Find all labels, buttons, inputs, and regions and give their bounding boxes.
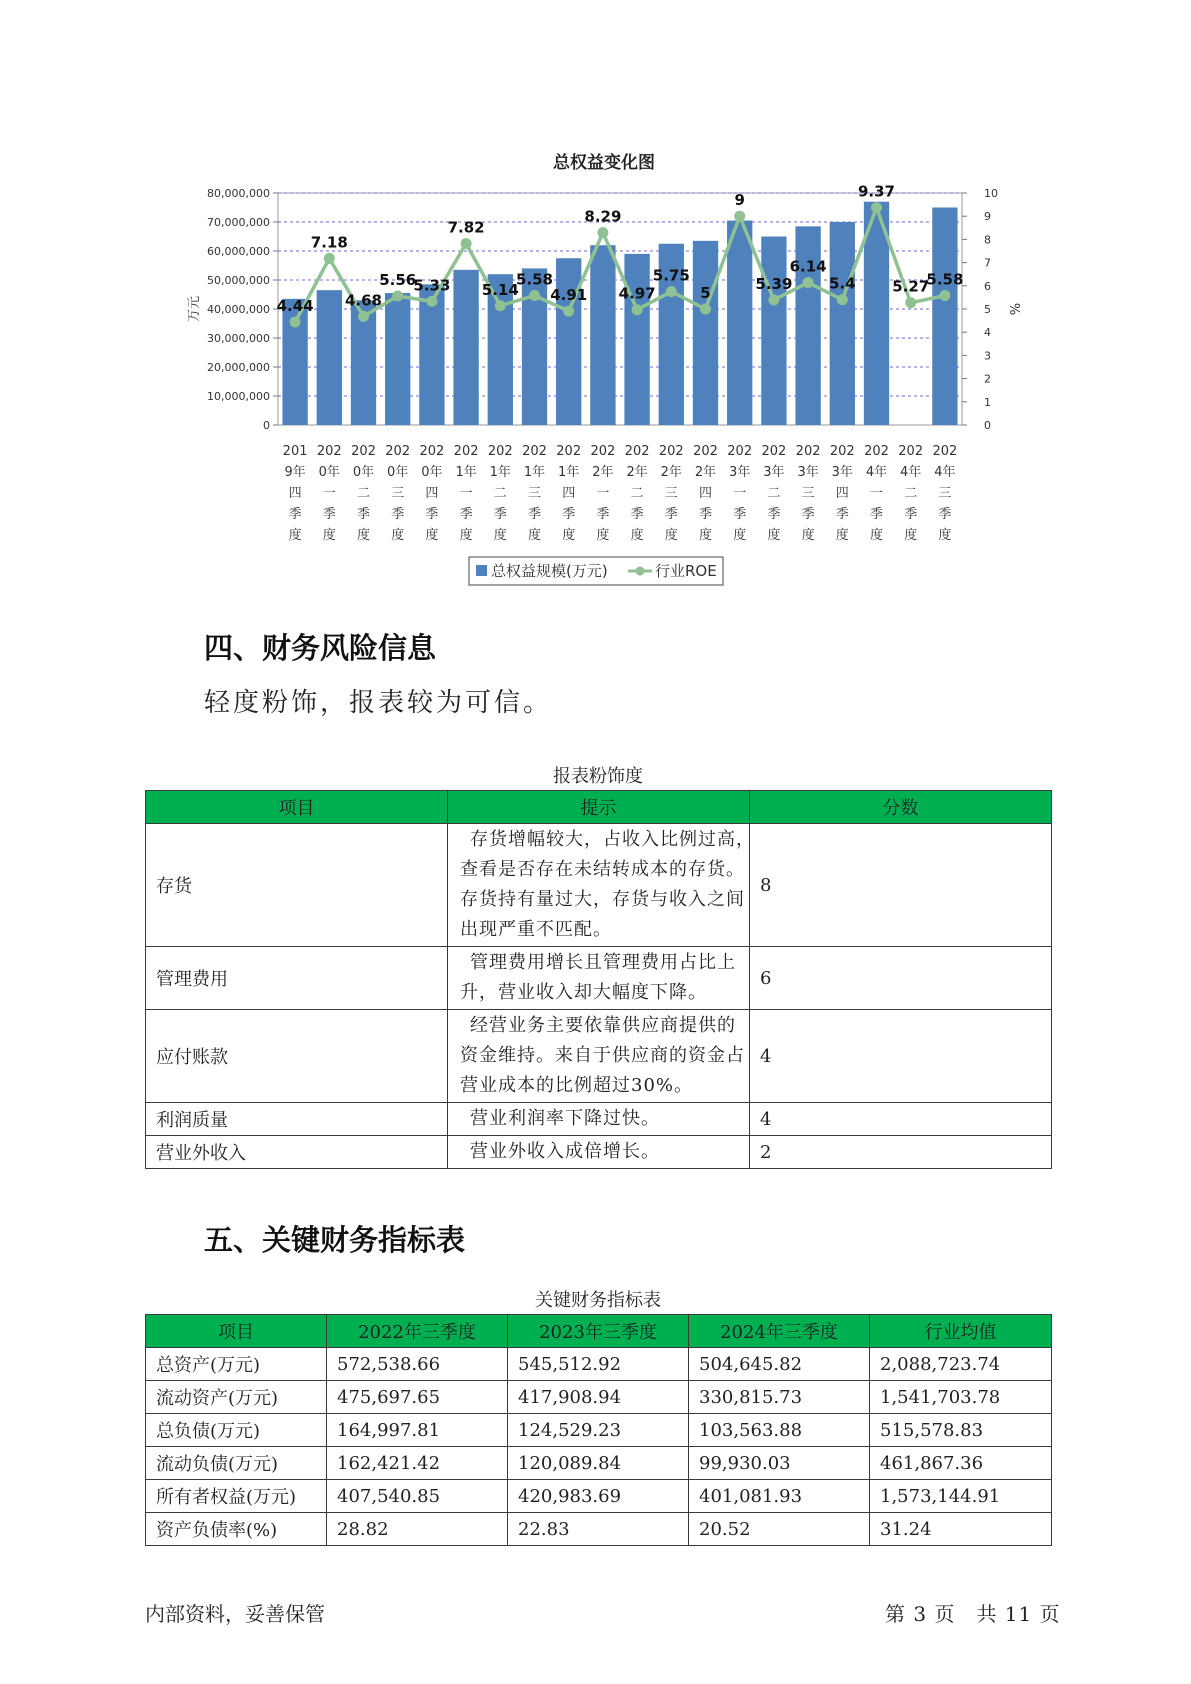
roe-data-label: 5.56 [379, 271, 417, 290]
equity-chart-svg [0, 0, 1191, 600]
footer-page-number: 第 3 页 共 11 页 [885, 1602, 1061, 1626]
x-tick-label: 4年 [934, 465, 956, 480]
roe-data-label: 4.97 [618, 284, 656, 303]
x-tick-label: 季 [801, 507, 815, 522]
y2-tick-label: 9 [984, 210, 991, 224]
x-tick-label: 202 [658, 444, 684, 459]
x-tick-label: 202 [693, 444, 718, 459]
x-tick-label: 度 [733, 528, 747, 543]
roe-point [529, 290, 540, 301]
risk-table [145, 790, 1052, 1169]
y2-tick-label: 8 [984, 233, 991, 247]
risk-score-cell: 2 [750, 1136, 1052, 1169]
bar [727, 221, 752, 425]
kpi-table-row [146, 1348, 1052, 1381]
kpi-table-body [146, 1348, 1052, 1546]
x-tick-label: 度 [630, 528, 644, 543]
x-tick-label: 四 [425, 486, 439, 501]
section-heading-risk: 四、财务风险信息 [204, 631, 437, 665]
risk-header-hint: 提示 [448, 791, 750, 824]
legend-line-marker [636, 567, 645, 576]
x-tick-label: 3年 [729, 465, 751, 480]
kpi-value-cell: 31.24 [870, 1513, 1052, 1546]
roe-data-label: 5.39 [755, 274, 793, 293]
x-tick-label: 季 [835, 507, 849, 522]
x-tick-label: 三 [938, 486, 952, 501]
risk-hint-line: 资金维持。来自于供应商的资金占 [460, 1045, 745, 1066]
kpi-value-cell: 99,930.03 [689, 1447, 870, 1480]
kpi-item-cell: 总负债(万元) [146, 1414, 327, 1447]
x-tick-label: 202 [829, 444, 855, 459]
x-tick-label: 季 [562, 507, 576, 522]
roe-data-label: 5.33 [413, 276, 451, 295]
bar [761, 237, 786, 426]
x-tick-label: 度 [322, 528, 336, 543]
bar [693, 241, 718, 425]
y2-tick-label: 3 [984, 349, 991, 363]
kpi-value-cell: 124,529.23 [508, 1414, 689, 1447]
y2-tick-label: 1 [984, 395, 991, 409]
x-tick-label: 1年 [455, 465, 477, 480]
x-tick-label: 季 [527, 507, 542, 522]
roe-point [632, 304, 643, 315]
roe-point [837, 294, 848, 305]
x-tick-label: 0年 [387, 465, 409, 480]
x-tick-label: 202 [624, 444, 650, 459]
x-tick-label: 二 [904, 486, 918, 501]
x-tick-label: 1年 [558, 465, 580, 480]
x-tick-label: 季 [664, 507, 678, 522]
legend-bar-swatch [476, 565, 487, 576]
x-tick-label: 季 [322, 507, 336, 522]
roe-data-label: 4.44 [276, 296, 314, 315]
risk-hint-line: 经营业务主要依靠供应商提供的 [470, 1015, 736, 1036]
bar [590, 245, 615, 425]
y2-axis-label: % [1006, 302, 1021, 316]
x-tick-label: 度 [459, 528, 473, 543]
risk-hint-line: 营业成本的比例超过30%。 [460, 1075, 694, 1096]
x-tick-label: 季 [630, 507, 644, 522]
x-tick-label: 三 [391, 486, 405, 501]
y-tick-label: 70,000,000 [207, 216, 270, 229]
footer-confidential-note: 内部资料，妥善保管 [145, 1602, 325, 1626]
x-tick-label: 1年 [523, 465, 546, 480]
x-tick-label: 季 [459, 507, 473, 522]
roe-data-label: 7.82 [447, 218, 485, 237]
x-tick-label: 202 [727, 444, 753, 459]
y2-tick-label: 4 [984, 326, 991, 340]
x-tick-label: 度 [869, 528, 884, 543]
risk-hint-line: 出现严重不匹配。 [460, 919, 612, 940]
kpi-value-cell: 401,081.93 [689, 1480, 870, 1513]
x-tick-label: 季 [904, 507, 918, 522]
x-tick-label: 季 [493, 507, 507, 522]
x-tick-label: 一 [869, 486, 884, 501]
x-tick-label: 季 [391, 507, 405, 522]
kpi-value-cell: 420,983.69 [508, 1480, 689, 1513]
bar [932, 208, 957, 426]
x-tick-label: 一 [733, 486, 747, 501]
roe-data-label: 5.58 [926, 270, 964, 289]
risk-table-header-row [146, 791, 1052, 824]
section-heading-kpi: 五、关键财务指标表 [204, 1223, 466, 1257]
kpi-value-cell: 120,089.84 [508, 1447, 689, 1480]
x-tick-label: 度 [835, 528, 849, 543]
x-tick-label: 四 [698, 486, 713, 501]
equity-chart [0, 0, 1191, 600]
x-tick-label: 4年 [900, 465, 922, 480]
kpi-table-caption: 关键财务指标表 [535, 1290, 661, 1311]
kpi-value-cell: 417,908.94 [508, 1381, 689, 1414]
kpi-value-cell: 330,815.73 [689, 1381, 870, 1414]
risk-hint-line: 管理费用增长且管理费用占比上 [470, 952, 736, 973]
kpi-header-industry-avg: 行业均值 [870, 1315, 1052, 1348]
risk-hint-line: 营业利润率下降过快。 [470, 1108, 660, 1129]
kpi-table-row [146, 1447, 1052, 1480]
kpi-value-cell: 461,867.36 [870, 1447, 1052, 1480]
bar [453, 270, 478, 425]
x-tick-label: 度 [356, 528, 371, 543]
roe-data-label: 5.27 [892, 277, 930, 296]
roe-data-label: 4.91 [550, 286, 588, 305]
kpi-value-cell: 1,573,144.91 [870, 1480, 1052, 1513]
x-tick-label: 202 [864, 444, 889, 459]
x-tick-label: 二 [630, 486, 644, 501]
roe-point [700, 304, 711, 315]
y-tick-label: 10,000,000 [207, 390, 270, 403]
x-tick-label: 0年 [318, 465, 340, 480]
kpi-value-cell: 515,578.83 [870, 1414, 1052, 1447]
risk-header-score: 分数 [750, 791, 1052, 824]
x-tick-label: 3年 [763, 465, 785, 480]
risk-table-row [146, 1103, 1052, 1136]
x-tick-label: 季 [767, 507, 781, 522]
roe-data-label: 5.4 [829, 274, 856, 293]
x-tick-label: 3年 [797, 465, 819, 480]
kpi-item-cell: 流动负债(万元) [146, 1447, 327, 1480]
x-tick-label: 度 [698, 528, 713, 543]
y-tick-label: 80,000,000 [207, 187, 270, 200]
x-tick-label: 季 [288, 507, 302, 522]
x-tick-label: 季 [356, 507, 371, 522]
risk-table-row [146, 824, 1052, 947]
roe-data-label: 6.14 [789, 257, 827, 276]
y-tick-label: 0 [263, 419, 270, 432]
x-tick-label: 二 [356, 486, 371, 501]
y2-tick-label: 6 [984, 279, 991, 293]
x-tick-label: 度 [938, 528, 952, 543]
x-tick-label: 三 [664, 486, 678, 501]
kpi-value-cell: 162,421.42 [327, 1447, 508, 1480]
roe-data-label: 7.18 [310, 233, 348, 252]
x-tick-label: 202 [351, 444, 376, 459]
x-tick-label: 202 [419, 444, 445, 459]
kpi-header-2022q3: 2022年三季度 [327, 1315, 508, 1348]
risk-table-row [146, 1136, 1052, 1169]
roe-data-label: 5.58 [515, 270, 554, 289]
risk-table-body [146, 824, 1052, 1169]
x-tick-label: 202 [898, 444, 924, 459]
risk-score-cell: 4 [750, 1010, 1052, 1103]
x-tick-label: 度 [904, 528, 918, 543]
bar [624, 254, 649, 425]
y-axis-label: 万元 [187, 295, 202, 323]
x-tick-label: 201 [282, 444, 308, 459]
risk-hint-cell [448, 947, 750, 1010]
roe-point [358, 311, 369, 322]
x-tick-label: 1年 [489, 465, 511, 480]
roe-data-label: 9 [734, 191, 745, 210]
x-tick-label: 季 [869, 507, 884, 522]
x-tick-label: 四 [562, 486, 576, 501]
kpi-value-cell: 2,088,723.74 [870, 1348, 1052, 1381]
roe-point [803, 277, 814, 288]
risk-item-cell: 管理费用 [146, 947, 448, 1010]
x-tick-label: 度 [596, 528, 610, 543]
kpi-table-row [146, 1480, 1052, 1513]
x-tick-label: 季 [596, 507, 610, 522]
kpi-header-item: 项目 [146, 1315, 327, 1348]
x-tick-label: 二 [493, 486, 507, 501]
kpi-value-cell: 28.82 [327, 1513, 508, 1546]
x-tick-label: 四 [288, 486, 302, 501]
risk-hint-cell [448, 1010, 750, 1103]
kpi-value-cell: 164,997.81 [327, 1414, 508, 1447]
kpi-table-row [146, 1381, 1052, 1414]
x-tick-label: 202 [556, 444, 582, 459]
risk-hint-line: 升，营业收入却大幅度下降。 [460, 982, 707, 1003]
chart-title: 总权益变化图 [553, 153, 655, 173]
x-tick-label: 0年 [352, 465, 375, 480]
bar [795, 226, 820, 425]
y2-tick-label: 2 [984, 372, 991, 386]
risk-hint-line: 营业外收入成倍增长。 [470, 1141, 660, 1162]
roe-data-label: 8.29 [584, 207, 622, 226]
x-tick-label: 3年 [831, 465, 853, 480]
x-tick-label: 2年 [626, 465, 648, 480]
kpi-value-cell: 22.83 [508, 1513, 689, 1546]
y-tick-label: 60,000,000 [207, 245, 270, 258]
x-tick-label: 一 [596, 486, 610, 501]
legend-line-label: 行业ROE [655, 562, 717, 580]
x-tick-label: 度 [562, 528, 576, 543]
x-tick-label: 202 [761, 444, 787, 459]
risk-score-cell: 4 [750, 1103, 1052, 1136]
x-tick-label: 202 [932, 444, 958, 459]
x-tick-label: 202 [487, 444, 513, 459]
kpi-value-cell: 407,540.85 [327, 1480, 508, 1513]
roe-data-label: 9.37 [857, 182, 896, 201]
y2-tick-label: 5 [984, 303, 991, 316]
kpi-table-row [146, 1513, 1052, 1546]
x-tick-label: 一 [322, 486, 336, 501]
x-tick-label: 4年 [865, 465, 888, 480]
kpi-value-cell: 475,697.65 [327, 1381, 508, 1414]
risk-item-cell: 利润质量 [146, 1103, 448, 1136]
roe-data-label: 5.14 [481, 280, 519, 299]
y-tick-label: 40,000,000 [207, 303, 270, 316]
risk-table-row [146, 1010, 1052, 1103]
x-tick-label: 202 [522, 444, 547, 459]
roe-data-label: 5 [700, 284, 711, 302]
kpi-item-cell: 流动资产(万元) [146, 1381, 327, 1414]
kpi-value-cell: 1,541,703.78 [870, 1381, 1052, 1414]
x-tick-label: 度 [391, 528, 405, 543]
kpi-value-cell: 504,645.82 [689, 1348, 870, 1381]
x-tick-label: 三 [801, 486, 815, 501]
x-tick-label: 9年 [284, 465, 306, 480]
x-tick-label: 度 [425, 528, 439, 543]
risk-hint-cell [448, 1136, 750, 1169]
roe-data-label: 5.75 [652, 266, 690, 285]
kpi-table [145, 1314, 1052, 1546]
roe-point [905, 297, 916, 308]
roe-point [392, 291, 403, 302]
x-tick-label: 季 [425, 507, 439, 522]
roe-point [768, 294, 779, 305]
roe-point [290, 316, 301, 327]
risk-hint-line: 存货持有量过大，存货与收入之间 [460, 889, 745, 910]
x-tick-label: 季 [938, 507, 952, 522]
risk-score-cell: 8 [750, 824, 1052, 947]
y-tick-label: 30,000,000 [207, 332, 270, 345]
x-tick-label: 度 [767, 528, 781, 543]
y2-tick-label: 7 [984, 256, 991, 270]
roe-point [597, 227, 608, 238]
kpi-header-2023q3: 2023年三季度 [508, 1315, 689, 1348]
roe-point [734, 211, 745, 222]
risk-hint-line: 存货增幅较大，占收入比例过高， [470, 829, 755, 850]
x-tick-label: 202 [795, 444, 821, 459]
roe-point [426, 296, 437, 307]
kpi-value-cell: 20.52 [689, 1513, 870, 1546]
legend-bar-label: 总权益规模(万元) [491, 562, 608, 580]
bar [830, 222, 855, 425]
roe-point [495, 300, 506, 311]
x-tick-label: 一 [459, 486, 473, 501]
risk-item-cell: 营业外收入 [146, 1136, 448, 1169]
kpi-table-row [146, 1414, 1052, 1447]
bar [317, 290, 342, 425]
y2-tick-label: 10 [984, 187, 998, 200]
roe-point [871, 202, 882, 213]
roe-point [939, 290, 950, 301]
x-tick-label: 度 [493, 528, 507, 543]
risk-table-row [146, 947, 1052, 1010]
kpi-table-header-row [146, 1315, 1052, 1348]
x-tick-label: 度 [801, 528, 815, 543]
x-tick-label: 度 [288, 528, 302, 543]
x-tick-label: 度 [527, 528, 542, 543]
y-tick-label: 20,000,000 [207, 361, 270, 374]
y-tick-label: 50,000,000 [207, 274, 270, 287]
roe-point [461, 238, 472, 249]
x-tick-label: 202 [316, 444, 342, 459]
x-tick-label: 2年 [694, 465, 717, 480]
risk-item-cell: 应付账款 [146, 1010, 448, 1103]
x-tick-label: 2年 [592, 465, 614, 480]
kpi-item-cell: 总资产(万元) [146, 1348, 327, 1381]
roe-point [563, 306, 574, 317]
x-tick-label: 四 [835, 486, 849, 501]
kpi-header-2024q3: 2024年三季度 [689, 1315, 870, 1348]
risk-summary: 轻度粉饰，报表较为可信。 [204, 688, 553, 718]
x-tick-label: 2年 [660, 465, 682, 480]
kpi-item-cell: 所有者权益(万元) [146, 1480, 327, 1513]
risk-table-caption: 报表粉饰度 [553, 766, 643, 787]
kpi-item-cell: 资产负债率(%) [146, 1513, 327, 1546]
bar [556, 258, 581, 425]
x-tick-label: 二 [767, 486, 781, 501]
y2-tick-label: 0 [984, 419, 991, 432]
x-tick-label: 季 [698, 507, 713, 522]
x-tick-label: 202 [590, 444, 616, 459]
roe-data-label: 4.68 [344, 291, 383, 310]
risk-score-cell: 6 [750, 947, 1052, 1010]
x-tick-label: 202 [385, 444, 411, 459]
risk-hint-cell [448, 824, 755, 947]
x-tick-label: 度 [664, 528, 678, 543]
roe-point [324, 253, 335, 264]
x-tick-label: 季 [733, 507, 747, 522]
x-tick-label: 202 [453, 444, 479, 459]
roe-point [666, 286, 677, 297]
risk-item-cell: 存货 [146, 824, 448, 947]
kpi-value-cell: 545,512.92 [508, 1348, 689, 1381]
kpi-value-cell: 572,538.66 [327, 1348, 508, 1381]
x-tick-label: 0年 [421, 465, 443, 480]
risk-hint-cell [448, 1103, 750, 1136]
x-tick-label: 三 [527, 486, 542, 501]
risk-hint-line: 查看是否存在未结转成本的存货。 [460, 859, 745, 880]
kpi-value-cell: 103,563.88 [689, 1414, 870, 1447]
risk-header-item: 项目 [146, 791, 448, 824]
bar [385, 293, 410, 425]
